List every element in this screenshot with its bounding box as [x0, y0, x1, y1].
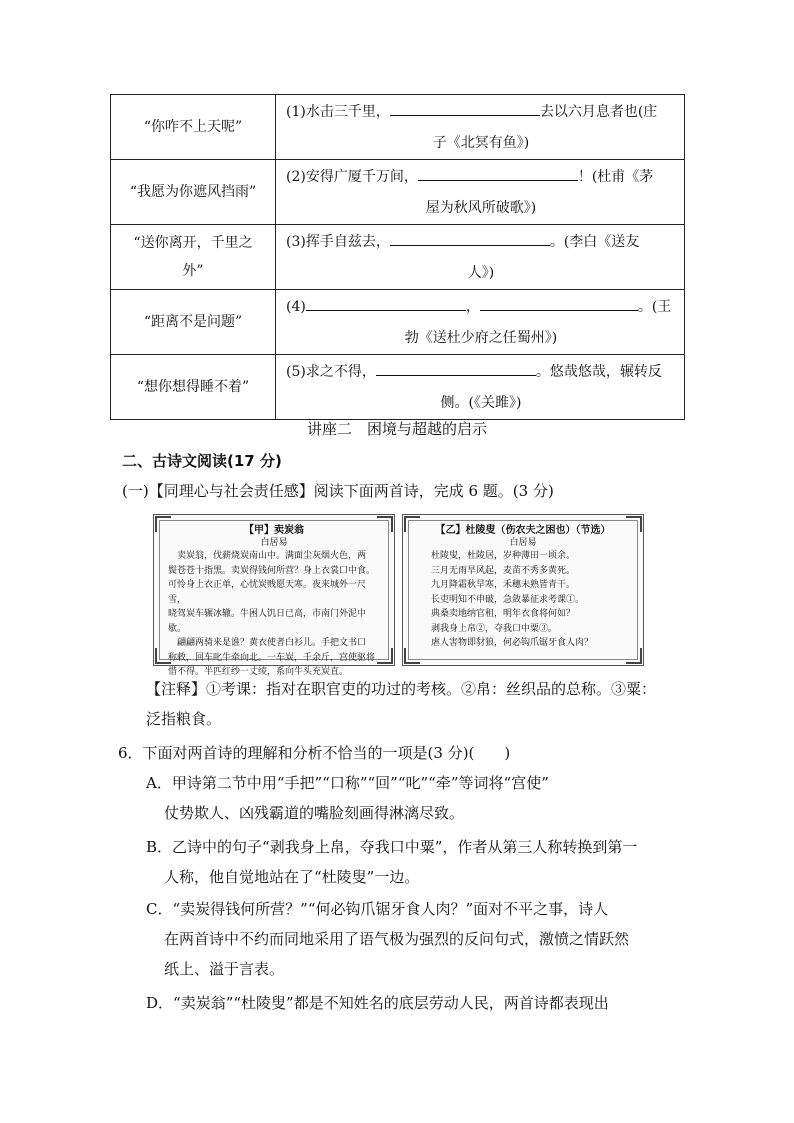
fill-blank[interactable] [480, 295, 638, 311]
poem-a-author: 白居易 [260, 538, 288, 548]
poem-b-card [402, 514, 644, 666]
table-row-3-answer: (3)挥手自兹去， 。(李白《送友 人》) [276, 225, 685, 290]
option-b-line-1[interactable]: B．乙诗中的句子“剥我身上帛，夺我口中粟”，作者从第三人称转换到第一 [146, 838, 638, 856]
corner-ornament [404, 648, 420, 664]
poem-b-title: 【乙】杜陵叟（伤农夫之困也）（节选） [435, 525, 611, 536]
reading-intro: (一)【同理心与社会责任感】阅读下面两首诗，完成 6 题。(3 分) [122, 482, 554, 500]
fill-blank[interactable] [390, 100, 540, 116]
annotation-line-1: 【注释】①考课：指对在职官吏的功过的考核。②帛：丝织品的总称。③粟： [146, 680, 657, 698]
annotation-line-2: 泛指粮食。 [146, 710, 222, 728]
lecture-title: 讲座二 困境与超越的启示 [306, 420, 487, 438]
fill-blank[interactable] [390, 230, 550, 246]
question-6: 6．下面对两首诗的理解和分析不恰当的一项是(3 分)( ) [118, 744, 511, 762]
quote-matching-table [110, 94, 685, 420]
table-row-1-prompt: “你咋不上天呢” [111, 95, 276, 160]
option-c-line-3: 纸上、溢于言表。 [164, 960, 285, 978]
option-c-line-2: 在两首诗中不约而同地采用了语气极为强烈的反问句式，激愤之情跃然 [164, 930, 630, 948]
table-row-2-answer: (2)安得广厦千万间， ！(杜甫《茅 屋为秋风所破歌》) [276, 160, 685, 225]
poem-b-text: 杜陵叟，杜陵居，岁种薄田一顷余。 三月无雨旱风起，麦苗不秀多黄死。 九月降霜秋早寒，禾穗未熟皆青干。 长吏明知不申破，急敛暴征求考课①。 典桑卖地纳官租，明年衣食将何如？ 剥我身上帛②，夺我口中粟③。 虐人害物即豺狼，何必钩爪锯牙食人肉？ [431, 551, 594, 648]
fill-blank[interactable] [306, 295, 466, 311]
option-d-line-1[interactable]: D．“卖炭翁”“杜陵叟”都是不知姓名的底层劳动人民，两首诗都表现出 [146, 994, 609, 1012]
option-a-line-1[interactable]: A．甲诗第二节中用“手把”“口称”“回”“叱”“牵”等词将“宫使” [146, 774, 549, 792]
table-row-1-answer: (1)水击三千里， 去以六月息者也(庄 子《北冥有鱼》) [276, 95, 685, 160]
poem-a-card [153, 514, 395, 677]
option-b-line-2: 人称，他自觉地站在了“杜陵叟”一边。 [164, 868, 420, 886]
option-c-line-1[interactable]: C．“卖炭得钱何所营？”“何必钩爪锯牙食人肉？”面对不平之事，诗人 [146, 900, 609, 918]
poem-a-text: 卖炭翁，伐薪烧炭南山中。满面尘灰烟火色，两 鬓苍苍十指黑。卖炭得钱何所营？身上衣裳口中食。 可怜身上衣正单，心忧炭贱愿天寒。夜来城外一尺雪， 晓驾炭车辗冰辙。牛困人饥日已高，市南门外泥中歇。 翩翩两骑来是谁？黄衣使者白衫儿。手把文书口 称敕，回车叱牛牵向北。一车炭，千余斤，宫使驱将 惜不得。半匹红纱一丈绫，系向牛头充炭直。 [168, 551, 376, 677]
option-a-line-2: 仗势欺人、凶残霸道的嘴脸刻画得淋漓尽致。 [164, 804, 465, 822]
table-row-5-prompt: “想你想得睡不着” [111, 355, 276, 420]
table-row-4-answer: (4) ， 。(王 勃《送杜少府之任蜀州》) [276, 290, 685, 355]
table-row-5-answer: (5)求之不得， 。悠哉悠哉，辗转反 侧。(《关雎》) [276, 355, 685, 420]
fill-blank[interactable] [376, 360, 536, 376]
section-heading: 二、古诗文阅读(17 分) [122, 452, 282, 470]
table-row-2-prompt: “我愿为你遮风挡雨” [111, 160, 276, 225]
table-row-3-prompt: “送你离开，千里之 外” [111, 225, 276, 290]
fill-blank[interactable] [418, 165, 578, 181]
poem-a-title: 【甲】卖炭翁 [244, 525, 304, 536]
table-row-4-prompt: “距离不是问题” [111, 290, 276, 355]
poem-b-author: 白居易 [509, 538, 537, 548]
